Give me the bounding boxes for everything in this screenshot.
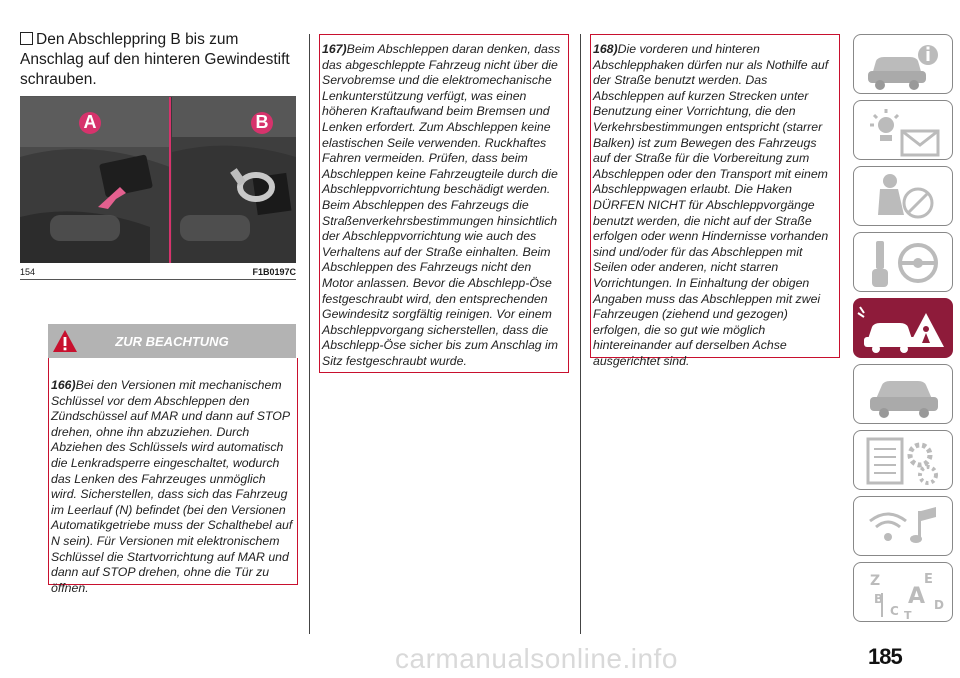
tab-car-maintenance[interactable] [853,364,953,424]
figure-number: 154 [20,267,36,277]
dashboard-lights-icon [854,101,953,160]
index-icon [854,563,953,622]
tab-technical-data[interactable] [853,430,953,490]
tab-dashboard-lights[interactable] [853,100,953,160]
tab-seat-safety[interactable] [853,166,953,226]
warning-triangle-icon [52,328,78,354]
index-letter: E [924,572,933,587]
intro-text: Den Abschleppring B bis zum Anschlag auf den hinteren Gewindestift schrauben. [20,31,290,88]
emergency-icon [854,299,953,358]
watermark: carmanualsonline.info [395,643,678,674]
key-steering-icon [854,233,953,292]
car-info-icon [854,35,953,94]
index-letter: C [890,604,899,618]
index-letter: T [904,609,912,622]
index-letter: B [874,592,884,606]
warning-title: ZUR BEACHTUNG [115,334,229,349]
figure-code: F1B0197C [252,267,296,277]
tow-ring-figure [20,96,296,263]
label-b: B [255,112,269,132]
tab-key-steering[interactable] [853,232,953,292]
column-divider [580,34,581,634]
warning-header [48,324,296,358]
label-a: A [83,112,97,132]
tab-car-info[interactable] [853,34,953,94]
note-168-text: Die vorderen und hinteren Abschlepphaken dürfen nur als Nothilfe auf der Straße benutzt werden. Das Abschleppen auf kurzen Strecken unter Benutzung einer Vorrichtung, die den Verkehrsbestimmungen entspricht (starrer Balken) ist zum Bewegen des Fahrzeugs auf der Straße für die Vorbereitung zum Abschleppen oder den Transport mit einem Abschleppwagen erlaubt. Die Haken DÜRFEN NICHT für Abschleppvorgänge benutzt werden, die nicht auf der Straße erfolgen oder wenn Hindernisse vorhanden sind und/oder für das Abschleppen mit Seilen oder anderen, nicht starren Vorrichtungen. In Einhaltung der obigen Angaben muss das Abschleppen mit zwei Fahrzeugen (ziehend und gezogen) erfolgen, die so gut wie möglich hintereinander auf derselben Achse ausgerichtet sind. [593,42,829,368]
note-167-text: Beim Abschleppen daran denken, dass das abgeschleppte Fahrzeug nicht über die Servobremse und die elektromechanische Lenkunterstützung verfügt, was einen höheren Kraftaufwand beim Bremsen und Lenken erfordert. Zum Abschleppen keine elastischen Seile verwenden. Ruckhaftes Fahren vermeiden. Prüfen, dass beim Abschleppen keine Fahrzeugteile durch die Abschleppvorrichtung beschädigt werden. Beim Abschleppen des Fahrzeugs die Straßenverkehrsbestimmungen hinsichtlich der Abschleppvorrichtung wie auch des Verhaltens auf der Straße einhalten. Beim Abschleppen des Fahrzeugs nicht den Motor anlassen. Bevor die Abschlepp-Öse festgeschraubt wird, den entsprechenden Gewindesitz sorgfältig reinigen. Vor einem Abschleppvorgang sicherstellen, dass die Abschlepp-Öse sicher bis zum Anschlag im Sitz festgeschraubt wurde. [322,42,561,368]
intro-instruction [20,30,300,90]
technical-data-icon [854,431,953,490]
index-letter: Z [870,573,881,589]
car-maintenance-icon [854,365,953,424]
note-167-id: 167) [322,42,347,56]
column-divider [309,34,310,634]
note-166 [48,358,298,595]
checkbox-bullet-icon [20,32,33,45]
tab-index[interactable] [853,562,953,622]
note-168 [590,34,840,368]
note-166-id: 166) [51,378,76,392]
note-167 [319,34,569,373]
note-166-text: Bei den Versionen mit mechanischem Schlüssel vor dem Abschleppen den Zündschüssel auf MAR und dann auf STOP drehen, ohne ihn abzuziehen. Durch Abziehen des Schlüssels wird automatisch die Lenkradsperre eingeschaltet, wodurch das Lenken des Fahrzeuges unmöglich wird. Sicherstellen, dass sich das Fahrzeug im Leerlauf (N) befindet (bei den Versionen Automatikgetriebe muss der Schalthebel auf N sein). Für Versionen mit elektronischem Schlüssel die Startvorrichtung auf MAR und dann auf STOP drehen, ohne die Tür zu öffnen. [51,378,293,595]
page-number: 185 [868,644,902,669]
figure-caption [20,267,296,280]
tab-multimedia[interactable] [853,496,953,556]
index-letter: A [908,584,926,609]
index-letter: D [934,598,944,612]
note-168-id: 168) [593,42,618,56]
multimedia-icon [854,497,953,556]
tab-emergency[interactable] [853,298,953,358]
seat-safety-icon [854,167,953,226]
